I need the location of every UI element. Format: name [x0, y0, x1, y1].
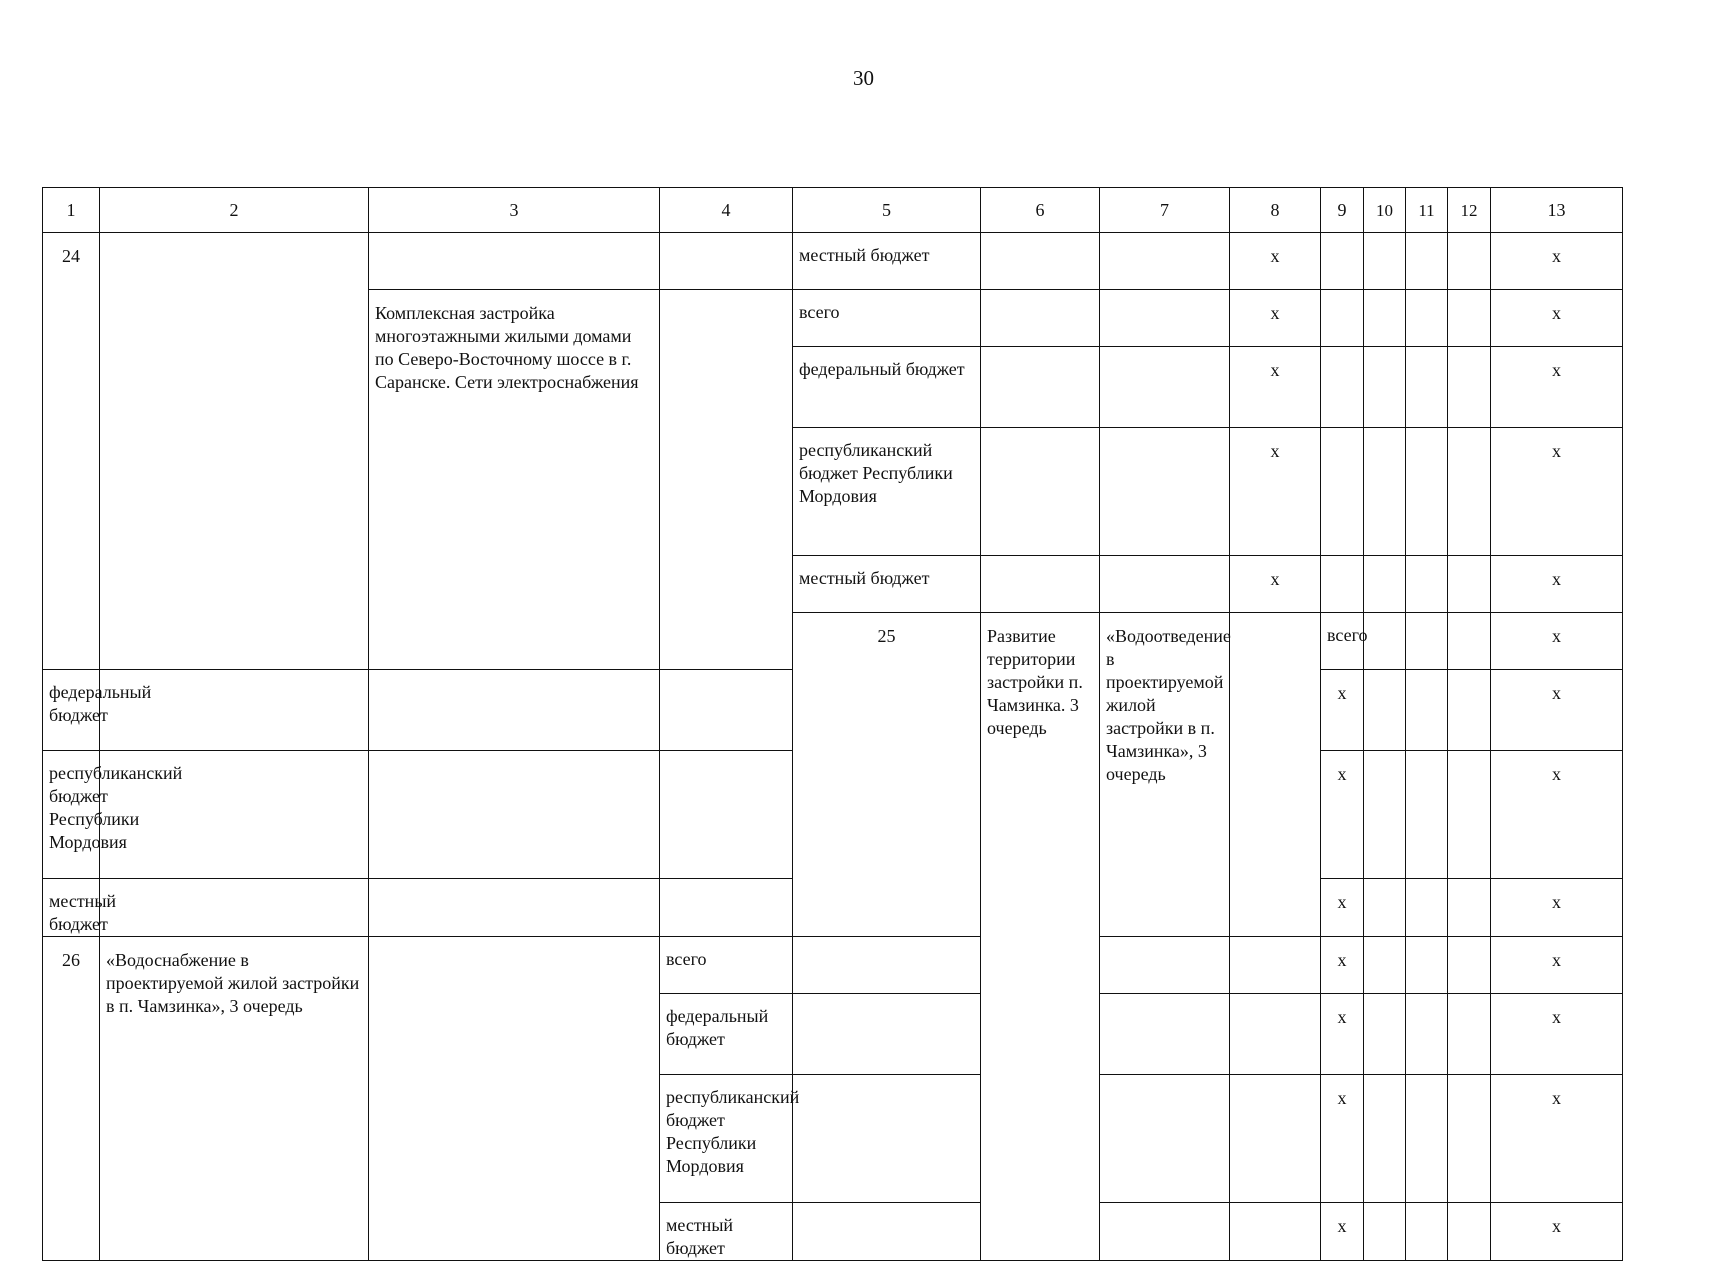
mark-cell: x [1491, 994, 1623, 1075]
funding-source: всего [1321, 613, 1364, 670]
funding-source: республиканский бюджет Республики Мордовия [793, 428, 981, 556]
cell [1364, 670, 1406, 751]
column-header: 8 [1230, 188, 1321, 233]
cell [1406, 233, 1448, 290]
cell [1406, 347, 1448, 428]
cell [1364, 233, 1406, 290]
mark-cell: x [1491, 751, 1623, 879]
column-header: 6 [981, 188, 1100, 233]
cell [1364, 751, 1406, 879]
funding-source: местный бюджет [793, 233, 981, 290]
cell [1364, 994, 1406, 1075]
mark-cell: x [1230, 290, 1321, 347]
mark-cell: x [1491, 290, 1623, 347]
column-header-row [43, 188, 1623, 233]
cell [1448, 1075, 1491, 1203]
mark-cell: x [1321, 751, 1364, 879]
budget-table [42, 187, 1623, 1261]
cell [660, 879, 793, 937]
cell [1364, 556, 1406, 613]
mark-cell: x [1491, 613, 1623, 670]
cell [1406, 428, 1448, 556]
mark-cell: x [1321, 937, 1364, 994]
column-header: 9 [1321, 188, 1364, 233]
cell [1406, 1075, 1448, 1203]
cell [981, 347, 1100, 428]
table-row [43, 937, 1623, 994]
cell [1406, 1203, 1448, 1261]
cell [793, 937, 981, 994]
cell [1448, 613, 1491, 670]
cell [660, 751, 793, 879]
cell [981, 556, 1100, 613]
mark-cell: x [1230, 428, 1321, 556]
cell [1321, 347, 1364, 428]
cell [1100, 1075, 1230, 1203]
cell [1406, 937, 1448, 994]
cell [1406, 670, 1448, 751]
mark-cell: x [1230, 556, 1321, 613]
cell [1406, 613, 1448, 670]
cell [1406, 556, 1448, 613]
page-number: 30 [853, 66, 874, 90]
cell [1100, 347, 1230, 428]
object-name: «Водоотведение в проектируемой жилой застройки в п. Чамзинка», 3 очередь [1100, 613, 1230, 937]
cell [793, 994, 981, 1075]
column-header: 2 [100, 188, 369, 233]
cell [1448, 428, 1491, 556]
cell [1364, 879, 1406, 937]
mark-cell: x [1491, 347, 1623, 428]
funding-source: федеральный бюджет [793, 347, 981, 428]
funding-source: республиканский бюджет Республики Мордовия [660, 1075, 793, 1203]
object-cell [369, 233, 660, 290]
mark-cell: x [1491, 879, 1623, 937]
row-number: 25 [793, 613, 981, 937]
mark-cell: x [1321, 1203, 1364, 1261]
cell [369, 670, 660, 751]
mark-cell: x [1230, 347, 1321, 428]
cell [1448, 556, 1491, 613]
cell [1448, 751, 1491, 879]
funding-source: федеральный бюджет [660, 994, 793, 1075]
funding-source: всего [793, 290, 981, 347]
cell [1406, 751, 1448, 879]
cell [793, 1075, 981, 1203]
column-header: 7 [1100, 188, 1230, 233]
cell [1230, 613, 1321, 937]
cell [100, 879, 369, 937]
cell [1448, 879, 1491, 937]
cell [660, 233, 793, 290]
column-header: 12 [1448, 188, 1491, 233]
cell [1406, 879, 1448, 937]
cell [1230, 994, 1321, 1075]
cell [1448, 347, 1491, 428]
cell [1448, 290, 1491, 347]
cell [1100, 556, 1230, 613]
cell [369, 751, 660, 879]
cell [1364, 290, 1406, 347]
cell [660, 290, 793, 670]
mark-cell: x [1491, 556, 1623, 613]
funding-source: местный бюджет [660, 1203, 793, 1261]
cell [981, 428, 1100, 556]
mark-cell: x [1491, 233, 1623, 290]
cell [1100, 1203, 1230, 1261]
cell [1448, 233, 1491, 290]
funding-source: всего [660, 937, 793, 994]
cell [1364, 937, 1406, 994]
mark-cell: x [1491, 1203, 1623, 1261]
cell [1364, 347, 1406, 428]
column-header: 5 [793, 188, 981, 233]
cell [1364, 1203, 1406, 1261]
program-name: Развитие территории застройки п. Чамзинка. 3 очередь [981, 613, 1100, 1261]
cell [1364, 428, 1406, 556]
cell [1230, 937, 1321, 994]
mark-cell: x [1321, 879, 1364, 937]
cell [1100, 428, 1230, 556]
cell [1100, 994, 1230, 1075]
cell [369, 879, 660, 937]
funding-source: местный бюджет [793, 556, 981, 613]
row-number: 26 [43, 937, 100, 1261]
mark-cell: x [1491, 428, 1623, 556]
cell [1406, 994, 1448, 1075]
mark-cell: x [1491, 1075, 1623, 1203]
table-row [43, 233, 1623, 290]
cell [369, 937, 660, 1261]
cell [1448, 1203, 1491, 1261]
program-cell [100, 233, 369, 670]
funding-source: республиканский бюджет Республики Мордовия [43, 751, 100, 879]
cell [1364, 613, 1406, 670]
row-number: 24 [43, 233, 100, 670]
funding-source: местный бюджет [43, 879, 100, 937]
cell [660, 670, 793, 751]
object-name: «Водоснабжение в проектируемой жилой застройки в п. Чамзинка», 3 очередь [100, 937, 369, 1261]
column-header: 10 [1364, 188, 1406, 233]
mark-cell: x [1321, 670, 1364, 751]
funding-source: федеральный бюджет [43, 670, 100, 751]
column-header: 4 [660, 188, 793, 233]
cell [1321, 556, 1364, 613]
cell [1100, 233, 1230, 290]
mark-cell: x [1230, 233, 1321, 290]
column-header: 13 [1491, 188, 1623, 233]
object-name: Комплексная застройка многоэтажными жилыми домами по Северо-Восточному шоссе в г. Саранске. Сети электроснабжения [369, 290, 660, 670]
cell [1321, 428, 1364, 556]
column-header: 11 [1406, 188, 1448, 233]
mark-cell: x [1491, 670, 1623, 751]
cell [1448, 937, 1491, 994]
cell [1448, 670, 1491, 751]
cell [1406, 290, 1448, 347]
cell [1100, 937, 1230, 994]
cell [1230, 1075, 1321, 1203]
cell [1448, 994, 1491, 1075]
column-header: 3 [369, 188, 660, 233]
mark-cell: x [1321, 994, 1364, 1075]
cell [1100, 290, 1230, 347]
column-header: 1 [43, 188, 100, 233]
cell [981, 233, 1100, 290]
mark-cell: x [1321, 1075, 1364, 1203]
cell [1230, 1203, 1321, 1261]
cell [1321, 290, 1364, 347]
cell [793, 1203, 981, 1261]
mark-cell: x [1491, 937, 1623, 994]
cell [981, 290, 1100, 347]
cell [1364, 1075, 1406, 1203]
cell [1321, 233, 1364, 290]
